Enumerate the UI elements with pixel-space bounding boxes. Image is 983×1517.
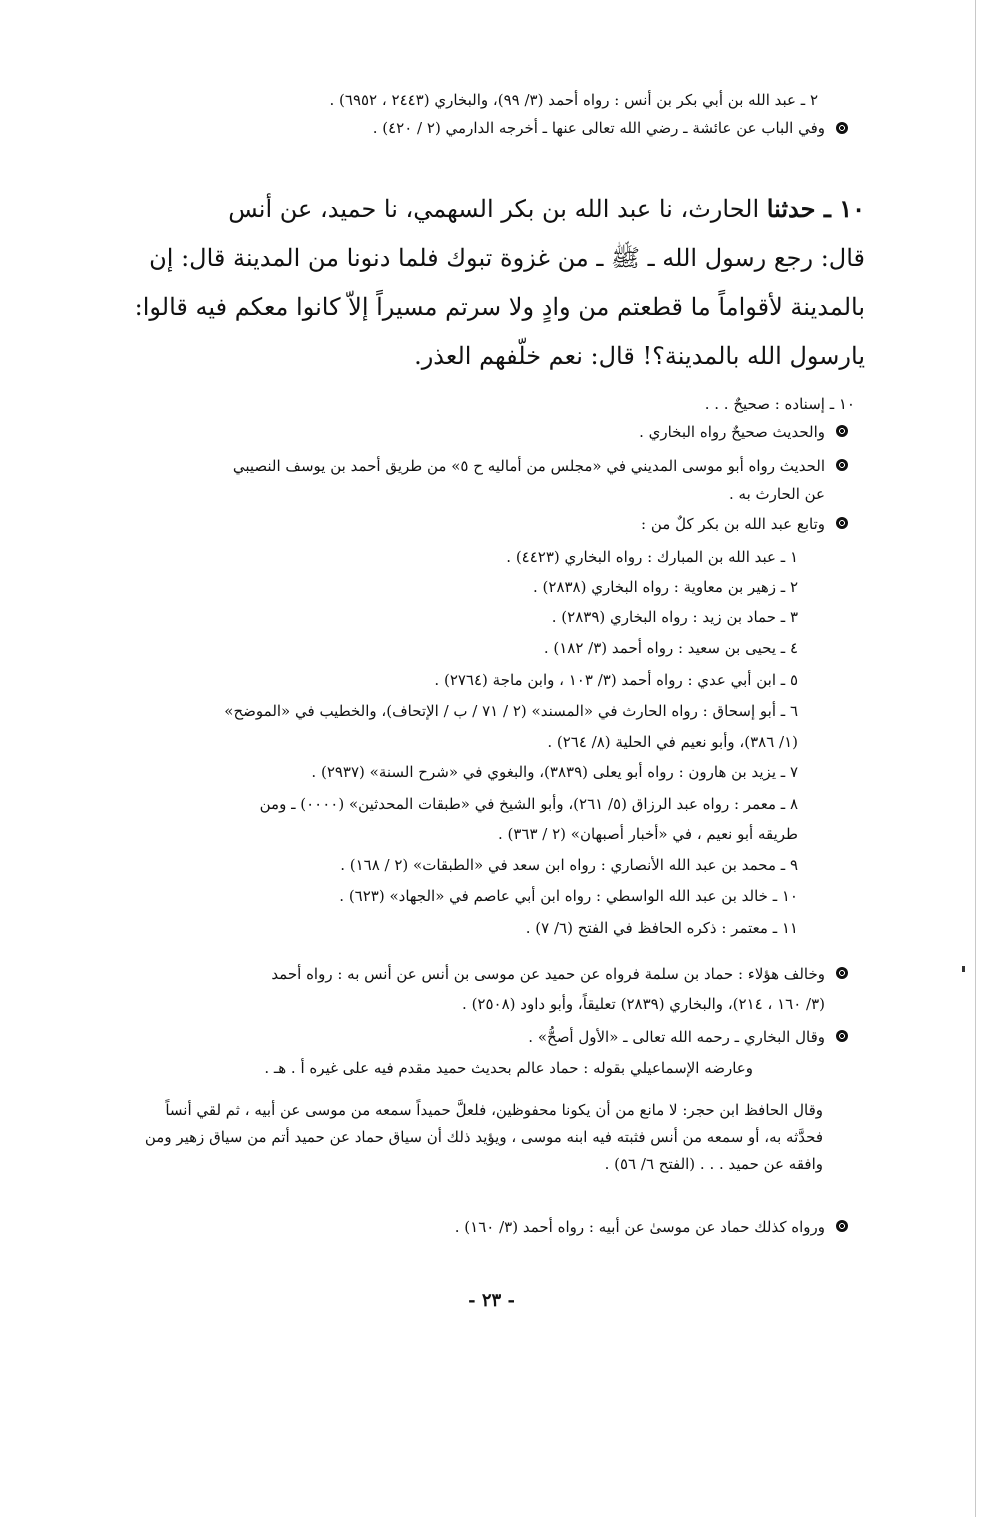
- bullet-icon: [836, 1030, 848, 1042]
- note-ibn-hajar: وقال الحافظ ابن حجر: لا مانع من أن يكونا محفوظين، فلعلَّ حميداً سمعه من موسى عن أبيه ، ثم لقي أنساً فحدَّثه به، أو سمعه من أنس فثبته فيه ابنه موسى ، ويؤيد ذلك أن سياق حماد عن حميد أتم من سياق زهير ومن وافقه عن حميد . . . (الفتح ٦/ ٥٦) .: [144, 1101, 823, 1173]
- bullet-icon: [836, 425, 848, 437]
- follower-8-line-1: ٨ ـ معمر : رواه عبد الرزاق (٥/ ٢٦١)، وأبو الشيخ في «طبقات المحدثين» (٠٠٠٠) ـ ومن: [259, 795, 798, 813]
- follower-5: ٥ ـ ابن أبي عدي : رواه أحمد (٣/ ١٠٣ ، وابن ماجة (٢٧٦٤) .: [434, 671, 798, 689]
- note-abu-musa-1: الحديث رواه أبو موسى المديني في «مجلس من أماليه ح ٥» من طريق أحمد بن يوسف النصيبي: [232, 457, 825, 475]
- hadith-number-lead: ١٠ ـ حدثنا: [766, 194, 865, 223]
- follower-2: ٢ ـ زهير بن معاوية : رواه البخاري (٢٨٣٨) .: [533, 578, 798, 596]
- bullet-icon: [836, 1220, 848, 1232]
- note-bukhari-verdict: وقال البخاري ـ رحمه الله تعالى ـ «الأول أصحُّ» .: [528, 1028, 825, 1046]
- bullet-icon: [836, 459, 848, 471]
- follower-6-line-2: (١/ ٣٨٦)، وأبو نعيم في الحلية (٨/ ٢٦٤) .: [547, 733, 798, 751]
- follower-8-line-2: طريقه أبو نعيم ، في «أخبار أصبهان» (٢ / ٣٦٣) .: [497, 825, 798, 843]
- note-contrary-2: (٣/ ١٦٠ ، ٢١٤)، والبخاري (٢٨٣٩) تعليقاً، وأبو داود (٢٥٠٨) .: [462, 995, 825, 1013]
- follower-4: ٤ ـ يحيى بن سعيد : رواه أحمد (٣/ ١٨٢) .: [543, 639, 798, 657]
- bullet-icon: [836, 122, 848, 134]
- follower-3: ٣ ـ حماد بن زيد : رواه البخاري (٢٨٣٩) .: [551, 608, 798, 626]
- hadith-line-1: [135, 182, 865, 236]
- isnad-grade: ١٠ ـ إسناده : صحيحٌ . . .: [704, 395, 855, 413]
- note-followers-intro: وتابع عبد الله بن بكر كلٌ من :: [641, 515, 825, 533]
- hadith-line-3: بالمدينة لأقواماً ما قطعتم من وادٍ ولا سرتم مسيراً إلاّ كانوا معكم فيه قالوا:: [135, 293, 865, 321]
- follower-11: ١١ ـ معتمر : ذكره الحافظ في الفتح (٦/ ٧) .: [525, 919, 798, 937]
- follower-10: ١٠ ـ خالد بن عبد الله الواسطي : رواه ابن أبي عاصم في «الجهاد» (٦٢٣) .: [339, 887, 798, 905]
- note-bukhari: والحديث صحيحٌ رواه البخاري .: [639, 423, 825, 441]
- follower-6-line-1: ٦ ـ أبو إسحاق : رواه الحارث في «المسند» (٢ / ٧١ / ب / الإتحاف)، والخطيب في «الموضح»: [224, 702, 798, 720]
- note-ismaili: وعارضه الإسماعيلي بقوله : حماد عالم بحديث حميد مقدم فيه على غيره أ . هـ .: [264, 1059, 753, 1077]
- bullet-icon: [836, 967, 848, 979]
- follower-1: ١ ـ عبد الله بن المبارك : رواه البخاري (٤٤٢٣) .: [506, 548, 798, 566]
- follower-9: ٩ ـ محمد بن عبد الله الأنصاري : رواه ابن سعد في «الطبقات» (٢ / ١٦٨) .: [340, 856, 798, 874]
- follower-7: ٧ ـ يزيد بن هارون : رواه أبو يعلى (٣٨٣٩)، والبغوي في «شرح السنة» (٢٩٣٧) .: [311, 763, 798, 781]
- bullet-icon: [836, 517, 848, 529]
- top-note-2: وفي الباب عن عائشة ـ رضي الله تعالى عنها ـ أخرجه الدارمي (٢ / ٤٢٠) .: [372, 119, 825, 137]
- note-contrary-1: وخالف هؤلاء : حماد بن سلمة فرواه عن حميد عن موسى بن أنس عن أنس به : رواه أحمد: [271, 965, 825, 983]
- note-abu-musa-2: عن الحارث به .: [728, 485, 825, 503]
- note-hammad-musa: ورواه كذلك حماد عن موسىٰ عن أبيه : رواه أحمد (٣/ ١٦٠) .: [454, 1218, 825, 1236]
- top-note-1: ٢ ـ عبد الله بن أبي بكر بن أنس : رواه أحمد (٣/ ٩٩)، والبخاري (٢٤٤٣ ، ٦٩٥٢) .: [329, 91, 818, 109]
- hadith-line-4: يارسول الله بالمدينة؟! قال: نعم خلّفهم العذر.: [414, 342, 865, 370]
- margin-mark: [962, 966, 965, 972]
- page-number: - ٢٣ -: [468, 1290, 515, 1311]
- hadith-line-2: قال: رجع رسول الله ـ ﷺ ـ من غزوة تبوك فلما دنونا من المدينة قال: إن: [149, 244, 865, 272]
- hadith-chain: الحارث، نا عبد الله بن بكر السهمي، نا حميد، عن أنس: [228, 195, 767, 223]
